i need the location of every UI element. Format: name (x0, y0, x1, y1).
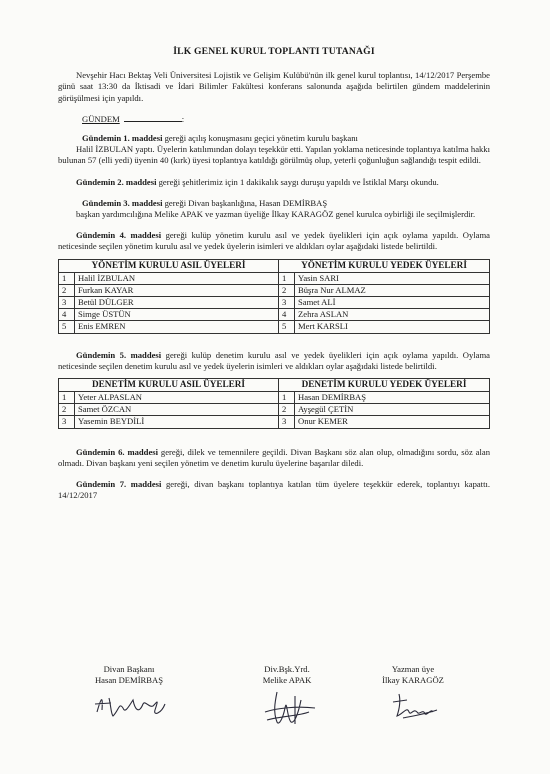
signature-name: Melike APAK (262, 675, 312, 685)
item-3-text: gereği Divan başkanlığına, Hasan DEMİRBAŞ (162, 197, 328, 208)
row-number: 1 (279, 392, 295, 404)
member-name: Ayşegül ÇETİN (295, 404, 490, 416)
agenda-item-6 (58, 447, 490, 469)
member-name: Büşra Nur ALMAZ (295, 284, 490, 296)
signature-name: Hasan DEMİRBAŞ (94, 675, 164, 685)
handwritten-signature (373, 688, 453, 722)
row-number: 3 (59, 297, 75, 309)
member-name: Furkan KAYAR (75, 284, 279, 296)
signature-role: Yazman üye (391, 664, 435, 674)
member-name: Samet ÖZCAN (75, 404, 279, 416)
document-body (58, 46, 490, 511)
member-name: Yasin SARI (295, 272, 490, 284)
row-number: 1 (59, 392, 75, 404)
audit-main-header: DENETİM KURULU ASIL ÜYELERİ (59, 379, 279, 392)
audit-table-header-row (59, 379, 490, 392)
agenda-item-7 (58, 479, 490, 501)
member-name: Samet ALİ (295, 297, 490, 309)
member-name: Betül DÜLGER (75, 297, 279, 309)
member-name: Mert KARSLI (295, 321, 490, 333)
member-name: Enis EMREN (75, 321, 279, 333)
item-6-text: gereği, dilek ve temennilere geçildi. Divan Başkanı söz alan olup, olmadığını sordu, söz alan olmadı. Divan başkanı yeni seçilen yönetim ve denetim kurulu üyelerine başarılar diledi. (58, 446, 490, 468)
item-4-heading: Gündemin 4. maddesi (76, 230, 162, 241)
signature-divan-baskani (74, 664, 184, 722)
signature-yazman-uye (358, 664, 468, 722)
row-number: 1 (59, 272, 75, 284)
item-2-heading: Gündemin 2. maddesi (76, 176, 157, 187)
row-number: 3 (279, 297, 295, 309)
agenda-item-3 (58, 198, 490, 220)
item-5-text: gereği kulüp denetim kurulu asıl ve yedek üyelikleri için açık oylama yapıldı. Oylama neticesinde seçilen denetim kurulu asıl ve yedek üyelerin isimleri ve aldıkları oylar aşağıdaki listede belirtildi. (58, 349, 491, 371)
row-number: 4 (59, 309, 75, 321)
item-7-text: gereği, divan başkanı toplantıya katılan tüm üyelere teşekkür ederek, toplantıyı kapattı. 14/12/2017 (58, 479, 490, 501)
item-7-heading: Gündemin 7. maddesi (76, 479, 162, 490)
item-2-text: gereği şehitlerimiz için 1 dakikalık saygı duruşu yapıldı ve İstiklal Marşı okundu. (156, 176, 439, 187)
agenda-label: GÜNDEM (82, 113, 120, 124)
row-number: 5 (59, 321, 75, 333)
row-number: 1 (279, 272, 295, 284)
board-substitute-header: YÖNETİM KURULU YEDEK ÜYELERİ (279, 259, 490, 272)
agenda-heading (58, 114, 490, 125)
member-name: Yasemin BEYDİLİ (75, 416, 279, 428)
agenda-underline (124, 121, 182, 122)
table-row (59, 416, 490, 428)
handwritten-signature (89, 688, 169, 722)
member-name: Onur KEMER (295, 416, 490, 428)
item-3-continuation: başkan yardımcılığına Melike APAK ve yazman üyeliğe İlkay KARAGÖZ genel kurulca oybirliği ile seçilmişlerdir. (76, 209, 476, 220)
table-row (59, 309, 490, 321)
audit-substitute-header: DENETİM KURULU YEDEK ÜYELERİ (279, 379, 490, 392)
table-row (59, 272, 490, 284)
audit-members-table (58, 378, 490, 429)
row-number: 5 (279, 321, 295, 333)
agenda-item-5 (58, 350, 490, 372)
item-3-heading: Gündemin 3. maddesi (82, 197, 163, 208)
signature-role: Divan Başkanı (103, 664, 155, 674)
member-name: Yeter ALPASLAN (75, 392, 279, 404)
table-row (59, 392, 490, 404)
board-main-header: YÖNETİM KURULU ASIL ÜYELERİ (59, 259, 279, 272)
signature-name: İlkay KARAGÖZ (382, 675, 444, 685)
row-number: 2 (279, 404, 295, 416)
table-row (59, 284, 490, 296)
handwritten-signature (247, 688, 327, 728)
item-6-heading: Gündemin 6. maddesi (76, 446, 159, 457)
member-name: Zehra ASLAN (295, 309, 490, 321)
table-row (59, 297, 490, 309)
member-name: Hasan DEMİRBAŞ (295, 392, 490, 404)
item-4-text: gereği kulüp yönetim kurulu asıl ve yedek üyelikleri için açık oylama yapıldı. Oylama neticesinde seçilen yönetim kurulu asıl ve yedek üyelerin isimleri ve aldıkları oylar aşağıdaki listede belirtildi. (58, 230, 491, 252)
member-name: Simge ÜSTÜN (75, 309, 279, 321)
signature-role: Div.Bşk.Yrd. (264, 664, 310, 674)
item-1-text: gereği açılış konuşmasını geçici yönetim kurulu başkanı (162, 133, 358, 144)
row-number: 3 (279, 416, 295, 428)
signature-divan-baskan-yardimcisi (232, 664, 342, 728)
row-number: 2 (279, 284, 295, 296)
member-name: Halil İZBULAN (75, 272, 279, 284)
table-row (59, 321, 490, 333)
item-1-continuation: Halil İZBULAN yaptı. Üyelerin katılımından dolayı teşekkür etti. Yapılan yoklama neticesinde toplantıya katılma hakkı bulunan 57 (elli yedi) üyenin 40 (kırk) üyesi toplantıya katıldığı görülmüş olup, yeterli çoğunluğun sağlandığı tespit edildi. (58, 144, 490, 166)
row-number: 3 (59, 416, 75, 428)
row-number: 2 (59, 284, 75, 296)
intro-paragraph: Nevşehir Hacı Bektaş Veli Üniversitesi Lojistik ve Gelişim Kulübü'nün ilk genel kurul toplantısı, 14/12/2017 Perşembe günü saat 13:30 da İktisadi ve İdari Bilimler Fakültesi konferans salonunda aşağıda belirtilen gündem maddelerinin görüşülmesi için yapıldı. (58, 70, 490, 103)
agenda-item-2 (58, 177, 490, 188)
agenda-item-1 (58, 133, 490, 167)
row-number: 2 (59, 404, 75, 416)
agenda-colon: : (181, 113, 185, 124)
board-members-table (58, 259, 490, 334)
agenda-item-4 (58, 230, 490, 252)
board-table-header-row (59, 259, 490, 272)
item-1-heading: Gündemin 1. maddesi (82, 133, 163, 144)
row-number: 4 (279, 309, 295, 321)
table-row (59, 404, 490, 416)
item-5-heading: Gündemin 5. maddesi (76, 349, 162, 360)
document-title: İLK GENEL KURUL TOPLANTI TUTANAĞI (173, 46, 375, 57)
